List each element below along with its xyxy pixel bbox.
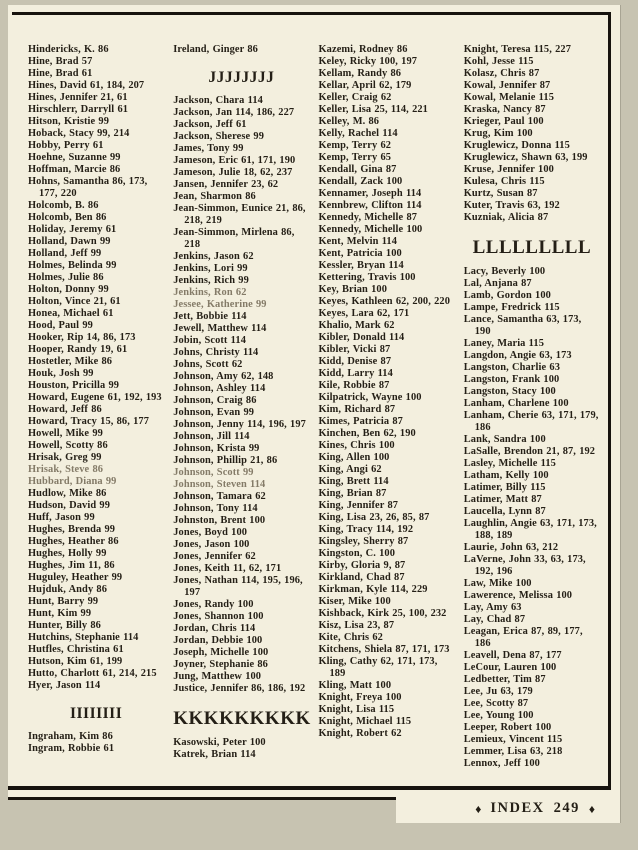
index-entry: Kent, Patricia 100 [318,248,402,259]
index-entry: Ingraham, Kim 86 [28,731,113,742]
index-entry: Huguley, Heather 99 [28,572,123,583]
index-entry: Holton, Vince 21, 61 [28,296,121,307]
index-entry: Johnson, Ashley 114 [173,383,266,394]
section-header: KKKKKKKKK [173,708,311,729]
index-column [464,44,600,770]
index-entry: Lank, Sandra 100 [463,434,546,445]
index-entry: Kishback, Kirk 25, 100, 232 [318,608,447,619]
index-entry: Kendall, Gina 87 [318,164,397,175]
index-entry: Laughlin, Angie 63, 171, 173, 188, 189 [463,518,597,541]
index-entry: Hine, Brad 61 [28,68,93,79]
index-entry: Kent, Melvin 114 [318,236,398,247]
index-entry: Lance, Samantha 63, 173, 190 [463,314,582,337]
index-entry: Kruglewicz, Shawn 63, 199 [463,152,588,163]
index-entry: Kennedy, Michelle 87 [318,212,418,223]
index-entry: Latimer, Billy 115 [463,482,546,493]
index-entry: Howard, Eugene 61, 192, 193 [28,392,162,403]
index-entry: Holiday, Jeremy 61 [28,224,117,235]
index-entry: Joseph, Michelle 100 [173,647,269,658]
index-entry: Jordan, Debbie 100 [173,635,263,646]
index-entry: Langdon, Angie 63, 173 [463,350,572,361]
index-entry: Hunt, Kim 99 [28,608,92,619]
index-entry: Hirschlerr, Darryll 61 [28,104,129,115]
index-entry: Kim, Richard 87 [318,404,396,415]
index-entry: Kidd, Denise 87 [318,356,392,367]
index-entry: Howell, Scotty 86 [28,440,108,451]
index-entry: Jackson, Jan 114, 186, 227 [173,107,295,118]
index-entry: Lennox, Jeff 100 [463,758,540,769]
index-entry: Johnson, Amy 62, 148 [173,371,274,382]
index-entry: Keller, Craig 62 [318,92,392,103]
index-entry: Kling, Cathy 62, 171, 173, 189 [318,656,438,679]
index-entry: Jobin, Scott 114 [173,335,246,346]
index-entry: Hughes, Jim 11, 86 [28,560,115,571]
index-entry: Kirkland, Chad 87 [318,572,405,583]
index-entry: Howard, Jeff 86 [28,404,102,415]
index-entry: Hines, Jennifer 21, 61 [28,92,128,103]
index-entry: Lanham, Charlene 100 [463,398,569,409]
index-entry: Howell, Mike 99 [28,428,103,439]
index-entry: Holmes, Belinda 99 [28,260,117,271]
index-entry: Lampe, Fredrick 115 [463,302,560,313]
index-entry: Jenkins, Jason 62 [173,251,254,262]
index-entry: Ingram, Robbie 61 [28,743,115,754]
index-entry: Johnson, Steven 114 [173,479,266,490]
index-entry: King, Angi 62 [318,464,382,475]
index-entry: Kruglewicz, Donna 115 [463,140,570,151]
index-entry: Holcomb, B. 86 [28,200,99,211]
index-entry: Johnson, Krista 99 [173,443,260,454]
index-entry: Jones, Nathan 114, 195, 196, 197 [173,575,303,598]
index-entry: Johnson, Tony 114 [173,503,258,514]
index-entry: Jung, Matthew 100 [173,671,262,682]
index-entry: Holton, Donny 99 [28,284,109,295]
index-entry: Hyer, Jason 114 [28,680,101,691]
index-entry: Johnson, Craig 86 [173,395,257,406]
index-entry: Kitchens, Shiela 87, 171, 173 [318,644,450,655]
index-entry: Kingsley, Sherry 87 [318,536,409,547]
index-entry: Hrisak, Greg 99 [28,452,102,463]
diamond-icon: ♦ [475,801,482,816]
index-entry: Kidd, Larry 114 [318,368,393,379]
index-entry: Knight, Michael 115 [318,716,412,727]
index-entry: Lamb, Gordon 100 [463,290,551,301]
index-entry: Huff, Jason 99 [28,512,95,523]
index-entry: Kiser, Mike 100 [318,596,391,607]
index-entry: Johnson, Evan 99 [173,407,255,418]
index-entry: Kite, Chris 62 [318,632,383,643]
index-entry: Justice, Jennifer 86, 186, 192 [173,683,306,694]
index-column [173,44,309,770]
section-header: LLLLLLLLL [472,237,592,258]
index-entry: Hubbard, Diana 99 [28,476,117,487]
index-entry: Hoback, Stacy 99, 214 [28,128,130,139]
index-entry: Lay, Amy 63 [463,602,522,613]
index-entry: Kimes, Patricia 87 [318,416,403,427]
index-entry: Jameson, Eric 61, 171, 190 [173,155,296,166]
index-entry: King, Brett 114 [318,476,389,487]
index-entry: Jones, Keith 11, 62, 171 [173,563,282,574]
index-entry: Knight, Teresa 115, 227 [463,44,571,55]
page-footer [475,800,595,817]
index-entry: Hutto, Charlott 61, 214, 215 [28,668,157,679]
index-columns [28,44,600,770]
index-entry: Houston, Pricilla 99 [28,380,120,391]
index-entry: Kilpatrick, Wayne 100 [318,392,422,403]
index-entry: Hrisak, Steve 86 [28,464,104,475]
index-column [28,44,164,770]
index-entry: Kines, Chris 100 [318,440,395,451]
index-entry: Lanham, Cherie 63, 171, 179, 186 [463,410,599,433]
index-entry: Kessler, Bryan 114 [318,260,404,271]
index-entry: Kraska, Nancy 87 [463,104,546,115]
index-entry: Hooper, Randy 19, 61 [28,344,128,355]
index-entry: Lal, Anjana 87 [463,278,532,289]
index-entry: Knight, Freya 100 [318,692,402,703]
index-entry: Ireland, Ginger 86 [173,44,258,55]
index-entry: Law, Mike 100 [463,578,532,589]
index-entry: Kulesa, Chris 115 [463,176,545,187]
index-entry: Hobby, Perry 61 [28,140,104,151]
index-entry: Hindericks, K. 86 [28,44,109,55]
index-entry: Laurie, John 63, 212 [463,542,559,553]
index-entry: Hoffman, Marcie 86 [28,164,121,175]
index-entry: Keller, Lisa 25, 114, 221 [318,104,428,115]
index-entry: Lemmer, Lisa 63, 218 [463,746,563,757]
index-entry: Kemp, Terry 65 [318,152,392,163]
index-entry: King, Tracy 114, 192 [318,524,414,535]
index-entry: Lacy, Beverly 100 [463,266,546,277]
index-entry: Hines, David 61, 184, 207 [28,80,145,91]
index-entry: Hutchins, Stephanie 114 [28,632,139,643]
index-entry: Langston, Charlie 63 [463,362,560,373]
index-entry: Jackson, Chara 114 [173,95,263,106]
index-entry: King, Brian 87 [318,488,387,499]
index-entry: Knight, Robert 62 [318,728,402,739]
index-entry: Hoehne, Suzanne 99 [28,152,121,163]
index-entry: Kling, Matt 100 [318,680,392,691]
index-entry: Kendall, Zack 100 [318,176,403,187]
page-number: 249 [553,800,580,816]
index-entry: Langston, Frank 100 [463,374,560,385]
index-entry: Lee, Young 100 [463,710,534,721]
index-entry: Leagan, Erica 87, 89, 177, 186 [463,626,583,649]
index-entry: Kennbrew, Clifton 114 [318,200,422,211]
footer-index-label: INDEX [490,800,545,816]
index-entry: Johnston, Brent 100 [173,515,266,526]
index-entry: Kowal, Jennifer 87 [463,80,551,91]
index-entry: Kowal, Melanie 115 [463,92,554,103]
index-entry: Jackson, Sherese 99 [173,131,264,142]
index-entry: Jewell, Matthew 114 [173,323,267,334]
index-entry: Kemp, Terry 62 [318,140,392,151]
index-entry: Hohns, Samantha 86, 173, 177, 220 [28,176,148,199]
index-entry: Kennamer, Joseph 114 [318,188,422,199]
index-entry: Jessee, Katherine 99 [173,299,267,310]
index-entry: Kolasz, Chris 87 [463,68,540,79]
index-entry: King, Lisa 23, 26, 85, 87 [318,512,430,523]
index-entry: Hujduk, Andy 86 [28,584,108,595]
index-entry: Holcomb, Ben 86 [28,212,107,223]
index-entry: Lay, Chad 87 [463,614,526,625]
index-entry: LaVerne, John 33, 63, 173, 192, 196 [463,554,586,577]
index-entry: Houk, Josh 99 [28,368,94,379]
index-entry: Hudlow, Mike 86 [28,488,107,499]
index-entry: Laney, Maria 115 [463,338,544,349]
page-border-right [608,12,611,790]
index-entry: LeCour, Lauren 100 [463,662,557,673]
index-entry: Kurtz, Susan 87 [463,188,538,199]
yearbook-index-page [8,5,620,823]
index-entry: Howard, Tracy 15, 86, 177 [28,416,150,427]
index-entry: Kennedy, Michelle 100 [318,224,423,235]
index-entry: Jett, Bobbie 114 [173,311,247,322]
index-entry: Hudson, David 99 [28,500,111,511]
index-entry: Lee, Ju 63, 179 [463,686,533,697]
index-entry: Kasowski, Peter 100 [173,737,266,748]
index-entry: Jackson, Jeff 61 [173,119,247,130]
index-entry: Kazemi, Rodney 86 [318,44,408,55]
index-entry: LaSalle, Brendon 21, 87, 192 [463,446,596,457]
index-entry: Johnson, Tamara 62 [173,491,266,502]
index-column [319,44,455,770]
index-entry: Leavell, Dena 87, 177 [463,650,562,661]
index-entry: Katrek, Brian 114 [173,749,256,760]
index-entry: Kisz, Lisa 23, 87 [318,620,395,631]
index-entry: Jenkins, Lori 99 [173,263,248,274]
index-entry: Jones, Jennifer 62 [173,551,256,562]
index-entry: Keyes, Lara 62, 171 [318,308,410,319]
index-entry: Kibler, Donald 114 [318,332,405,343]
index-entry: Latham, Kelly 100 [463,470,549,481]
index-entry: Kinchen, Ben 62, 190 [318,428,416,439]
index-entry: Krieger, Paul 100 [463,116,544,127]
index-entry: Jones, Randy 100 [173,599,254,610]
index-entry: Jordan, Chris 114 [173,623,256,634]
page-border-top [12,12,611,15]
index-entry: Kuter, Travis 63, 192 [463,200,560,211]
index-entry: Johnson, Phillip 21, 86 [173,455,278,466]
index-entry: Krug, Kim 100 [463,128,533,139]
index-entry: James, Tony 99 [173,143,244,154]
index-entry: Kirkman, Kyle 114, 229 [318,584,428,595]
index-entry: Kingston, C. 100 [318,548,396,559]
index-entry: Hutfles, Christina 61 [28,644,124,655]
index-entry: Kelly, Rachel 114 [318,128,398,139]
index-entry: Johnson, Jill 114 [173,431,250,442]
index-entry: Khalio, Mark 62 [318,320,395,331]
index-entry: King, Jennifer 87 [318,500,399,511]
page-border-bottom [8,786,611,790]
index-entry: Holland, Dawn 99 [28,236,111,247]
index-entry: Kruse, Jennifer 100 [463,164,554,175]
index-entry: Kelley, M. 86 [318,116,380,127]
index-entry: Jansen, Jennifer 23, 62 [173,179,279,190]
index-entry: Laucella, Lynn 87 [463,506,546,517]
index-entry: Ledbetter, Tim 87 [463,674,546,685]
index-entry: Kellar, April 62, 179 [318,80,412,91]
index-entry: Kile, Robbie 87 [318,380,390,391]
index-entry: Hughes, Heather 86 [28,536,119,547]
page-edge-shadow [8,797,396,823]
index-entry: Latimer, Matt 87 [463,494,542,505]
index-entry: Hunt, Barry 99 [28,596,99,607]
index-entry: Jenkins, Rich 99 [173,275,249,286]
index-entry: Jones, Shannon 100 [173,611,264,622]
index-entry: Hughes, Holly 99 [28,548,107,559]
index-entry: Langston, Stacy 100 [463,386,556,397]
index-entry: Jones, Boyd 100 [173,527,248,538]
index-entry: Leeper, Robert 100 [463,722,552,733]
index-entry: Johnson, Scott 99 [173,467,254,478]
index-entry: Hood, Paul 99 [28,320,93,331]
index-entry: Hooker, Rip 14, 86, 173 [28,332,136,343]
index-entry: Jameson, Julie 18, 62, 237 [173,167,293,178]
index-entry: Knight, Lisa 115 [318,704,395,715]
index-entry: Jean-Simmon, Eunice 21, 86, 218, 219 [173,203,306,226]
index-entry: Kettering, Travis 100 [318,272,416,283]
index-entry: Hughes, Brenda 99 [28,524,116,535]
section-header: IIIIIIII [69,705,123,722]
index-entry: Lee, Scotty 87 [463,698,529,709]
index-entry: Johns, Scott 62 [173,359,243,370]
index-entry: Honea, Michael 61 [28,308,114,319]
index-entry: Holmes, Julie 86 [28,272,104,283]
index-entry: Hine, Brad 57 [28,56,93,67]
index-entry: Hutson, Kim 61, 199 [28,656,123,667]
index-entry: Jenkins, Ron 62 [173,287,247,298]
index-entry: Lawerence, Melissa 100 [463,590,573,601]
index-entry: Kirby, Gloria 9, 87 [318,560,406,571]
index-entry: King, Allen 100 [318,452,390,463]
index-entry: Hitson, Kristie 99 [28,116,110,127]
index-entry: Kohl, Jesse 115 [463,56,534,67]
index-entry: Joyner, Stephanie 86 [173,659,268,670]
section-header: JJJJJJJJ [208,69,275,86]
index-entry: Hostetler, Mike 86 [28,356,113,367]
diamond-icon: ♦ [588,801,595,816]
index-entry: Kibler, Vicki 87 [318,344,391,355]
index-entry: Jones, Jason 100 [173,539,250,550]
index-entry: Lasley, Michelle 115 [463,458,556,469]
index-entry: Key, Brian 100 [318,284,387,295]
index-entry: Keley, Ricky 100, 197 [318,56,418,67]
index-entry: Kellam, Randy 86 [318,68,402,79]
index-entry: Hunter, Billy 86 [28,620,101,631]
index-entry: Kuzniak, Alicia 87 [463,212,549,223]
index-entry: Johnson, Jenny 114, 196, 197 [173,419,306,430]
index-entry: Holland, Jeff 99 [28,248,102,259]
index-entry: Johns, Christy 114 [173,347,259,358]
index-entry: Jean-Simmon, Mirlena 86, 218 [173,227,295,250]
index-entry: Lemieux, Vincent 115 [463,734,563,745]
index-entry: Keyes, Kathleen 62, 200, 220 [318,296,450,307]
index-entry: Jean, Sharmon 86 [173,191,256,202]
